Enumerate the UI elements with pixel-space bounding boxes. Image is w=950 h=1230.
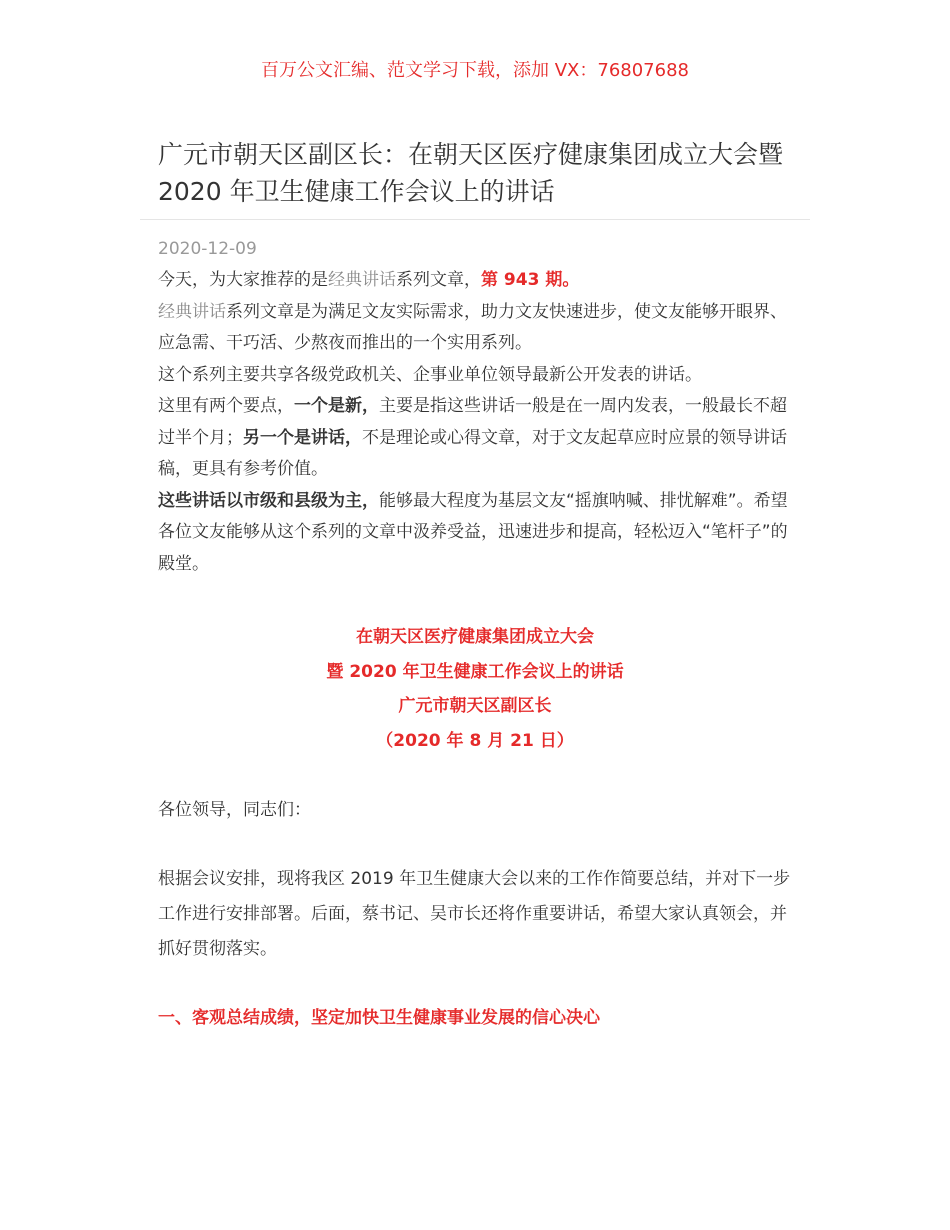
issue-number: 第 943 期。 bbox=[481, 270, 580, 290]
intro-paragraph bbox=[158, 297, 794, 360]
intro-paragraph: 这个系列主要共享各级党政机关、企事业单位领导最新公开发表的讲话。 bbox=[158, 364, 702, 385]
intro-text: 今天，为大家推荐的是 bbox=[158, 270, 328, 290]
intro-paragraph bbox=[158, 486, 794, 581]
intro-text: 不是理论或心得文章，对于文友起草应时应景的领导讲话稿，更具有参考价值。 bbox=[158, 427, 787, 479]
body-paragraph: 根据会议安排，现将我区 2019 年卫生健康大会以来的工作作简要总结，并对下一步工作进行安排部署。后面，蔡书记、吴市长还将作重要讲话，希望大家认真领会，并抓好贯彻落实。 bbox=[158, 869, 791, 959]
article-date: 2020-12-09 bbox=[158, 239, 257, 259]
salutation: 各位领导，同志们： bbox=[158, 800, 311, 820]
intro-text: 这里有两个要点， bbox=[158, 396, 294, 416]
key-point: 这些讲话以市级和县级为主， bbox=[158, 490, 379, 511]
intro-text: 系列文章， bbox=[396, 270, 481, 290]
speech-title-line: 在朝天区医疗健康集团成立大会 bbox=[356, 627, 594, 647]
article-title: 广元市朝天区副区长：在朝天区医疗健康集团成立大会暨 2020 年卫生健康工作会议上的讲话 bbox=[158, 140, 784, 206]
title-divider bbox=[140, 219, 810, 220]
series-name: 经典讲话 bbox=[158, 301, 226, 322]
key-point: 一个是新， bbox=[294, 396, 379, 416]
speaker-title: 广元市朝天区副区长 bbox=[398, 696, 552, 716]
series-name: 经典讲话 bbox=[328, 270, 396, 290]
speech-heading bbox=[0, 620, 950, 758]
section-heading: 一、客观总结成绩，坚定加快卫生健康事业发展的信心决心 bbox=[158, 1008, 600, 1028]
promo-banner: 百万公文汇编、范文学习下载，添加 VX：76807688 bbox=[261, 60, 689, 81]
intro-paragraph bbox=[158, 265, 794, 297]
intro-text: 能够最大程度为基层文友“摇旗呐喊、排忧解难”。希望各位文友能够从这个系列的文章中汲养受益，迅速进步和提高，轻松迈入“笔杆子”的殿堂。 bbox=[158, 490, 788, 574]
intro-paragraph bbox=[158, 391, 794, 486]
key-point: 另一个是讲话， bbox=[243, 427, 362, 448]
speech-date: （2020 年 8 月 21 日） bbox=[376, 730, 574, 751]
intro-section bbox=[158, 265, 794, 580]
speech-title-line: 暨 2020 年卫生健康工作会议上的讲话 bbox=[326, 661, 624, 682]
intro-text: 主要是指这些讲话一般是在一周内发表，一般最长不超过半个月； bbox=[158, 396, 787, 448]
intro-text: 系列文章是为满足文友实际需求，助力文友快速进步，使文友能够开眼界、应急需、干巧活、少熬夜而推出的一个实用系列。 bbox=[158, 301, 787, 353]
